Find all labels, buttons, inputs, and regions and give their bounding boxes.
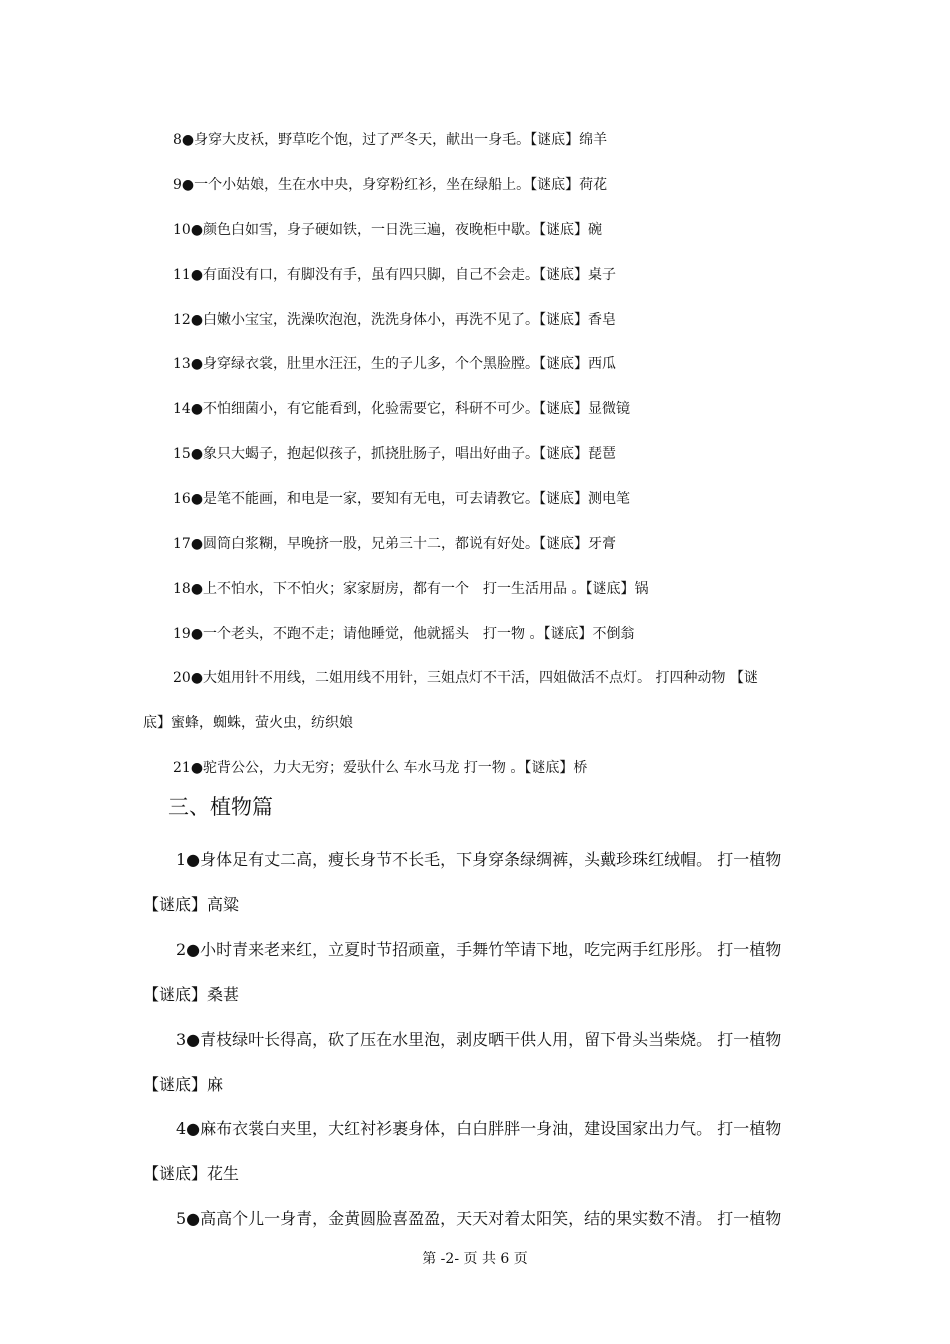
plant-answer-line: 【谜底】麻 bbox=[143, 1075, 224, 1094]
riddle-line: 9●一个小姑娘，生在水中央，身穿粉红衫，坐在绿船上。【谜底】荷花 bbox=[173, 177, 608, 193]
plant-riddle-line: 5●高高个儿一身青，金黄圆脸喜盈盈，天天对着太阳笑，结的果实数不清。 打一植物 bbox=[176, 1209, 782, 1228]
riddle-line: 21●驼背公公，力大无穷；爱驮什么 车水马龙 打一物 。【谜底】桥 bbox=[173, 760, 588, 776]
riddle-line: 底】蜜蜂，蜘蛛，萤火虫，纺织娘 bbox=[143, 715, 353, 731]
plant-answer-line: 【谜底】桑葚 bbox=[143, 985, 240, 1004]
riddle-line: 18●上不怕水，下不怕火；家家厨房，都有一个 打一生活用品 。【谜底】锅 bbox=[173, 581, 649, 597]
riddle-line: 19●一个老头，不跑不走；请他睡觉，他就摇头 打一物 。【谜底】不倒翁 bbox=[173, 626, 635, 642]
riddle-line: 10●颜色白如雪，身子硬如铁，一日洗三遍，夜晚柜中歇。【谜底】碗 bbox=[173, 222, 603, 238]
plant-riddle-line: 1●身体足有丈二高，瘦长身节不长毛，下身穿条绿绸裤，头戴珍珠红绒帽。 打一植物 bbox=[176, 850, 782, 869]
riddle-line: 12●白嫩小宝宝，洗澡吹泡泡，洗洗身体小，再洗不见了。【谜底】香皂 bbox=[173, 312, 617, 328]
riddle-line: 20●大姐用针不用线，二姐用线不用针，三姐点灯不干活，四姐做活不点灯。 打四种动物 【谜 bbox=[173, 670, 758, 686]
riddle-line: 8●身穿大皮袄，野草吃个饱，过了严冬天，献出一身毛。【谜底】绵羊 bbox=[173, 132, 608, 148]
plant-riddle-line: 2●小时青来老来红，立夏时节招顽童，手舞竹竿请下地，吃完两手红彤彤。 打一植物 bbox=[176, 940, 782, 959]
riddle-line: 11●有面没有口，有脚没有手，虽有四只脚，自己不会走。【谜底】桌子 bbox=[173, 267, 617, 283]
section-title: 三、植物篇 bbox=[168, 795, 273, 819]
riddle-line: 16●是笔不能画，和电是一家，要知有无电，可去请教它。【谜底】测电笔 bbox=[173, 491, 631, 507]
riddle-line: 14●不怕细菌小，有它能看到，化验需要它，科研不可少。【谜底】显微镜 bbox=[173, 401, 631, 417]
plant-riddle-line: 3●青枝绿叶长得高，砍了压在水里泡，剥皮晒干供人用，留下骨头当柴烧。 打一植物 bbox=[176, 1030, 782, 1049]
plant-answer-line: 【谜底】花生 bbox=[143, 1164, 240, 1183]
page-footer: 第 -2- 页 共 6 页 bbox=[422, 1251, 528, 1267]
riddle-line: 17●圆筒白浆糊，早晚挤一股，兄弟三十二，都说有好处。【谜底】牙膏 bbox=[173, 536, 617, 552]
plant-answer-line: 【谜底】高粱 bbox=[143, 895, 240, 914]
riddle-line: 13●身穿绿衣裳，肚里水汪汪，生的子儿多，个个黑脸膛。【谜底】西瓜 bbox=[173, 356, 617, 372]
plant-riddle-line: 4●麻布衣裳白夹里，大红衬衫裹身体，白白胖胖一身油，建设国家出力气。 打一植物 bbox=[176, 1119, 782, 1138]
riddle-line: 15●象只大蝎子，抱起似孩子，抓挠肚肠子，唱出好曲子。【谜底】琵琶 bbox=[173, 446, 617, 462]
